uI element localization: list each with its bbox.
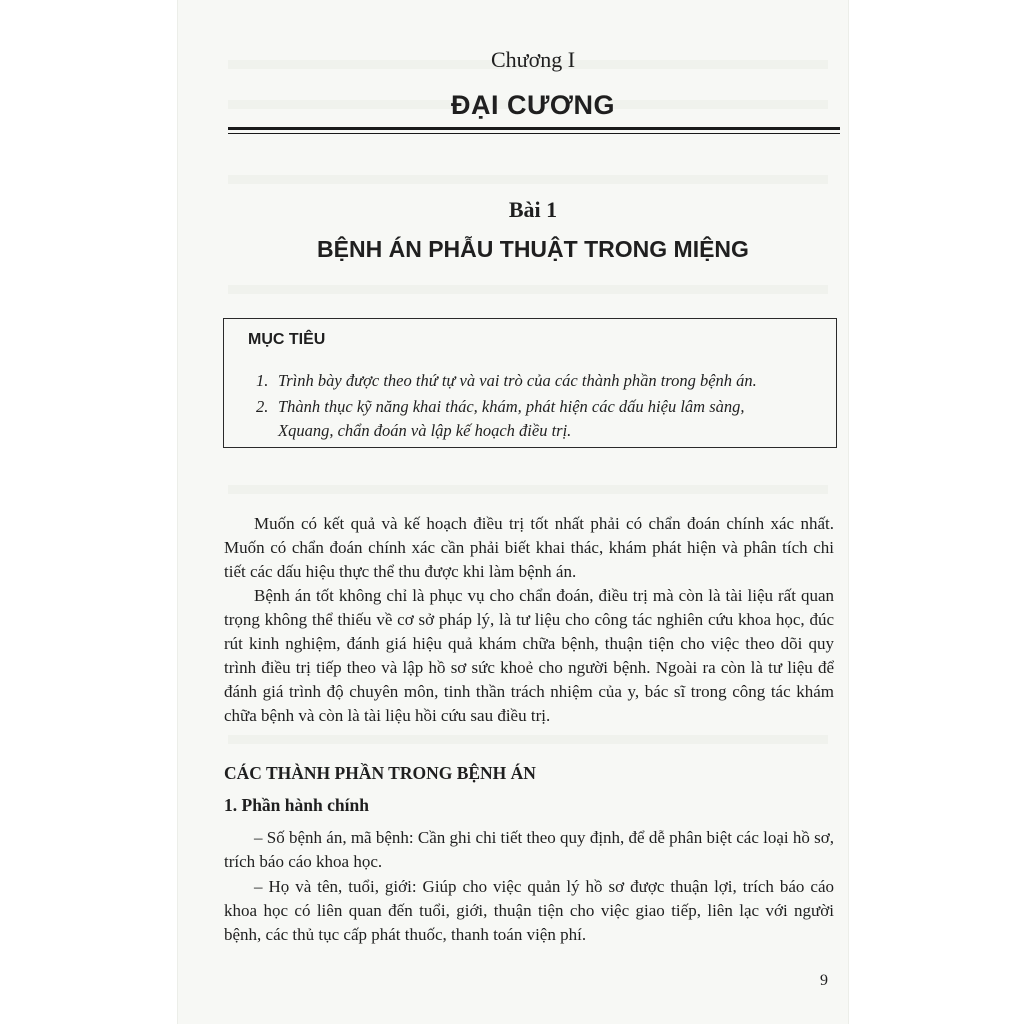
bleed-through-line <box>228 285 828 294</box>
objective-item <box>256 395 828 443</box>
objective-number: 2. <box>256 397 269 416</box>
objective-number: 1. <box>256 371 269 390</box>
lesson-label: Bài 1 <box>508 197 558 222</box>
lesson-title: BỆNH ÁN PHẪU THUẬT TRONG MIỆNG <box>317 236 749 262</box>
page-number: 9 <box>820 972 828 989</box>
body-paragraph: Muốn có kết quả và kế hoạch điều trị tốt nhất phải có chẩn đoán chính xác nhất. Muốn có chẩn đoán chính xác cần phải biết khai thác, khám phát hiện và phân tích chi tiết các dấu hiệu thực thể thu được khi làm bệnh án. <box>224 514 834 581</box>
objectives-box <box>223 318 837 448</box>
body-paragraph: Bệnh án tốt không chỉ là phục vụ cho chẩn đoán, điều trị mà còn là tài liệu rất quan trọng không thể thiếu về cơ sở pháp lý, là tư liệu cho công tác nghiên cứu khoa học, đúc rút kinh nghiệm, đánh giá hiệu quả khám chữa bệnh, thuận tiện cho việc theo dõi quy trình điều trị tiếp theo và lập hồ sơ sức khoẻ cho người bệnh. Ngoài ra còn là tư liệu để đánh giá trình độ chuyên môn, tinh thần trách nhiệm của y, bác sĩ trong công tác khám chữa bệnh và còn là tài liệu hồi cứu sau điều trị. <box>224 586 834 725</box>
section-heading: CÁC THÀNH PHẦN TRONG BỆNH ÁN <box>224 763 536 783</box>
body-paragraph: – Họ và tên, tuổi, giới: Giúp cho việc quản lý hồ sơ được thuận lợi, trích báo cáo khoa học có liên quan đến tuổi, giới, thuận tiện cho việc giao tiếp, liên lạc với người bệnh, các thủ tục cấp phát thuốc, thanh toán viện phí. <box>224 877 834 944</box>
chapter-label: Chương I <box>490 47 576 72</box>
bleed-through-line <box>228 175 828 184</box>
subsection-heading: 1. Phần hành chính <box>224 795 369 815</box>
book-page <box>178 0 848 1024</box>
objectives-title: MỤC TIÊU <box>248 331 326 348</box>
objective-text-continued: Xquang, chẩn đoán và lập kế hoạch điều trị. <box>278 421 572 440</box>
chapter-rule-thin <box>228 133 840 134</box>
objective-text: Trình bày được theo thứ tự và vai trò của các thành phần trong bệnh án. <box>278 371 757 390</box>
chapter-rule-thick <box>228 127 840 130</box>
body-paragraph: – Số bệnh án, mã bệnh: Cần ghi chi tiết theo quy định, để dễ phân biệt các loại hồ sơ, trích báo cáo khoa học. <box>224 828 834 871</box>
objective-text: Thành thục kỹ năng khai thác, khám, phát hiện các dấu hiệu lâm sàng, <box>278 397 745 416</box>
bleed-through-line <box>228 735 828 744</box>
bleed-through-line <box>228 485 828 494</box>
objective-item <box>256 369 828 393</box>
chapter-title: ĐẠI CƯƠNG <box>451 90 615 120</box>
